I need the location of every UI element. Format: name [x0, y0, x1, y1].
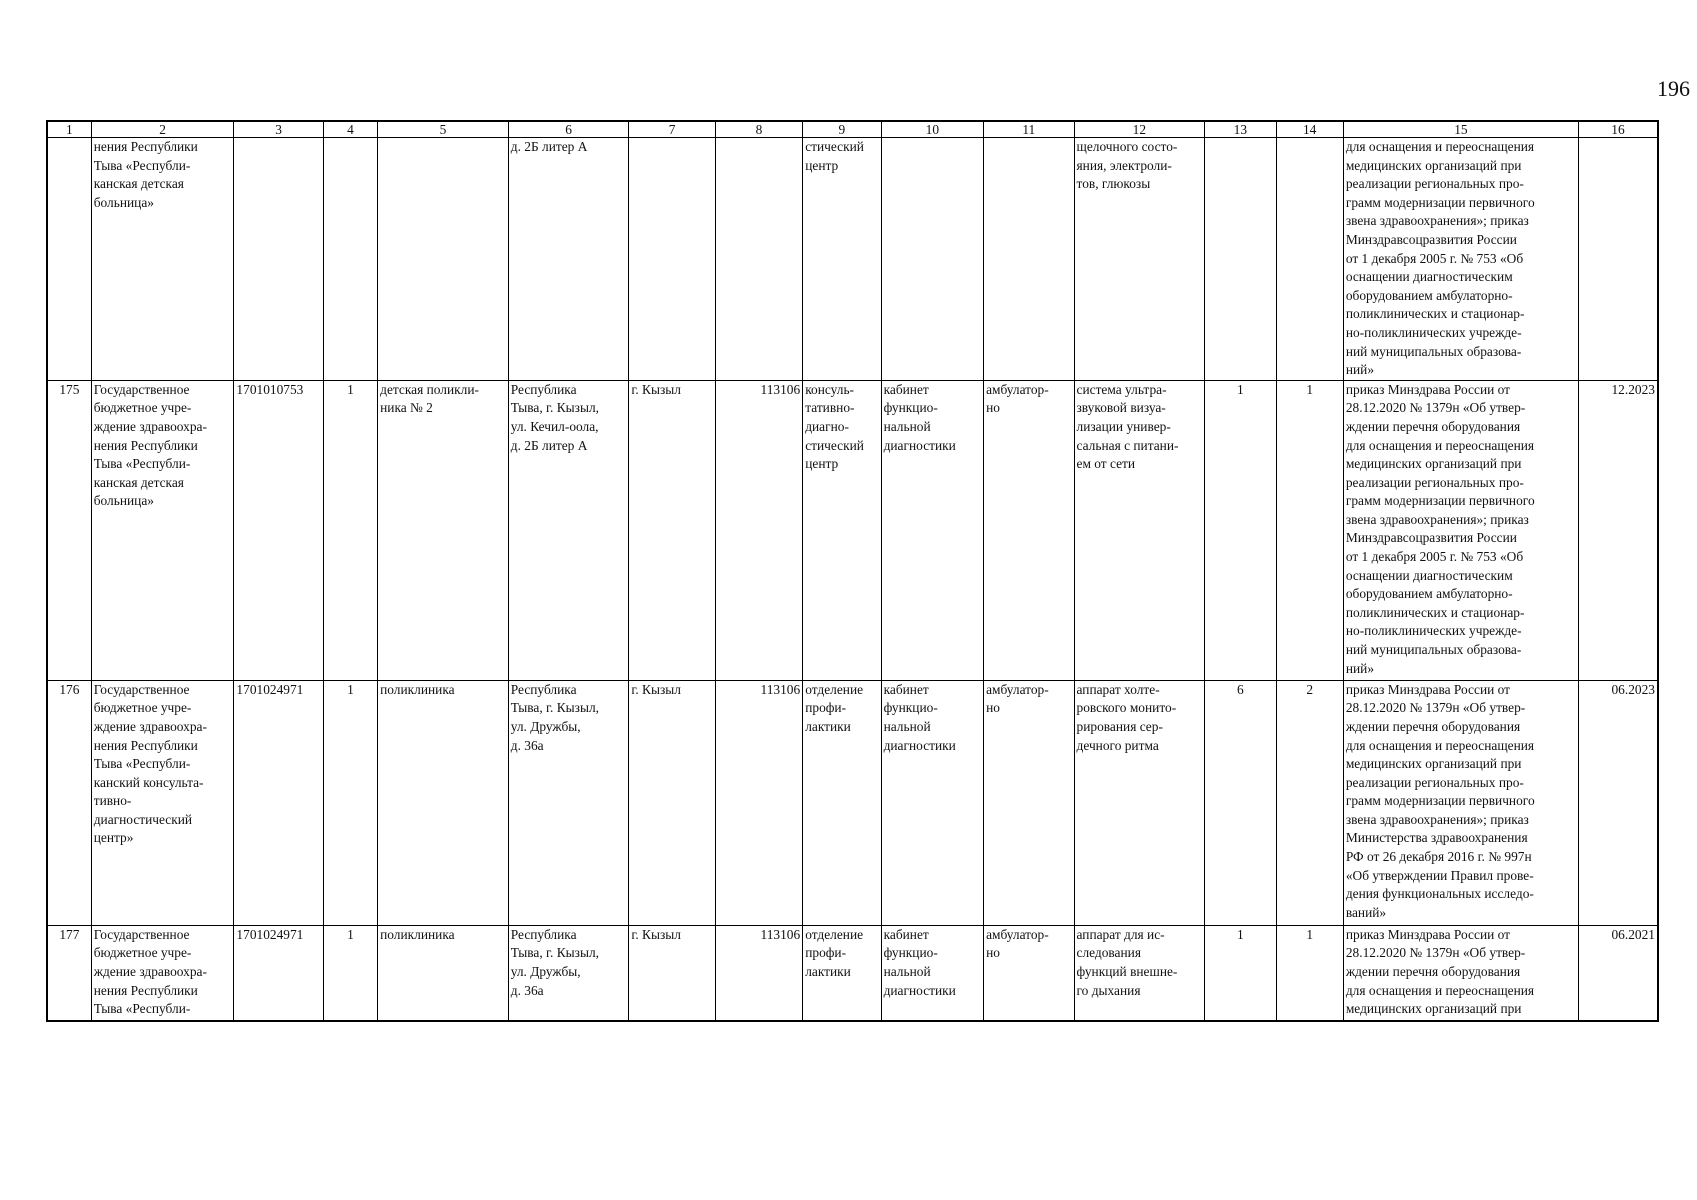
table-cell: отделение профи- лактики [803, 680, 881, 925]
table-cell [378, 138, 509, 381]
table-cell: кабинет функцио- нальной диагностики [881, 925, 984, 1021]
column-number-row [47, 121, 1658, 138]
table-cell: 06.2023 [1578, 680, 1658, 925]
table-cell: г. Кызыл [629, 380, 715, 680]
table-cell: Республика Тыва, г. Кызыл, ул. Дружбы, д. 36а [508, 680, 629, 925]
table-cell: г. Кызыл [629, 925, 715, 1021]
table-cell [629, 138, 715, 381]
table-cell: консуль- тативно- диагно- стический центр [803, 380, 881, 680]
table-cell: Республика Тыва, г. Кызыл, ул. Дружбы, д. 36а [508, 925, 629, 1021]
table-cell: Государственное бюджетное учре- ждение здравоохра- нения Республики Тыва «Республи- [91, 925, 234, 1021]
table-row [47, 925, 1658, 1021]
table-cell: приказ Минздрава России от 28.12.2020 № 1379н «Об утвер- ждении перечня оборудования для оснащения и переоснащения медицинских организаций при реализации региональных про- грамм модернизации первичного звена здравоохранения»; приказ Минздравсоцразвития России от 1 декабря 2005 г. № 753 «Об оснащении диагностическим оборудованием амбулаторно- поликлинических и стационар- но-поликлинических учрежде- ний муниципальных образова- ний» [1343, 380, 1578, 680]
table-cell: 113106 [715, 925, 802, 1021]
table-cell: Республика Тыва, г. Кызыл, ул. Кечил-оола, д. 2Б литер А [508, 380, 629, 680]
table-cell: Государственное бюджетное учре- ждение здравоохра- нения Республики Тыва «Республи- канский консульта- тивно- диагностический центр» [91, 680, 234, 925]
column-header: 2 [91, 121, 234, 138]
table-cell [715, 138, 802, 381]
table-cell: поликлиника [378, 680, 509, 925]
table-cell: 1 [323, 380, 377, 680]
column-header: 3 [234, 121, 323, 138]
table-cell: 1 [1205, 925, 1276, 1021]
table-cell: 177 [47, 925, 91, 1021]
table-cell: 1 [1276, 380, 1343, 680]
equipment-table [46, 120, 1659, 1022]
table-cell [47, 138, 91, 381]
table-cell: приказ Минздрава России от 28.12.2020 № 1379н «Об утвер- ждении перечня оборудования для оснащения и переоснащения медицинских организаций при реализации региональных про- грамм модернизации первичного звена здравоохранения»; приказ Министерства здравоохранения РФ от 26 декабря 2016 г. № 997н «Об утверждении Правил прове- дения функциональных исследо- ваний» [1343, 680, 1578, 925]
table-cell [323, 138, 377, 381]
table-cell: 175 [47, 380, 91, 680]
column-header: 7 [629, 121, 715, 138]
table-cell: 1 [1205, 380, 1276, 680]
table-cell: амбулатор- но [984, 680, 1074, 925]
table-cell: 2 [1276, 680, 1343, 925]
column-header: 11 [984, 121, 1074, 138]
table-cell: 12.2023 [1578, 380, 1658, 680]
table-row [47, 680, 1658, 925]
table-cell: г. Кызыл [629, 680, 715, 925]
table-cell [881, 138, 984, 381]
table-cell: амбулатор- но [984, 925, 1074, 1021]
table-cell: 1701010753 [234, 380, 323, 680]
table-cell: аппарат для ис- следования функций внешне- го дыхания [1074, 925, 1205, 1021]
page-number: 196 [1657, 76, 1690, 101]
table-cell: кабинет функцио- нальной диагностики [881, 680, 984, 925]
column-header: 12 [1074, 121, 1205, 138]
table-cell: Государственное бюджетное учре- ждение здравоохра- нения Республики Тыва «Республи- канская детская больница» [91, 380, 234, 680]
table-cell: детская поликли- ника № 2 [378, 380, 509, 680]
column-header: 13 [1205, 121, 1276, 138]
table-cell: система ультра- звуковой визуа- лизации универ- сальная с питани- ем от сети [1074, 380, 1205, 680]
column-header: 6 [508, 121, 629, 138]
table-cell [234, 138, 323, 381]
table-cell: 06.2021 [1578, 925, 1658, 1021]
table-cell: 113106 [715, 380, 802, 680]
table-cell [1578, 138, 1658, 381]
table-cell: 1 [323, 925, 377, 1021]
table-cell: амбулатор- но [984, 380, 1074, 680]
table-cell: стический центр [803, 138, 881, 381]
table-cell: 1701024971 [234, 925, 323, 1021]
table-cell: 6 [1205, 680, 1276, 925]
column-header: 8 [715, 121, 802, 138]
table-cell [1205, 138, 1276, 381]
column-header: 4 [323, 121, 377, 138]
table-cell [984, 138, 1074, 381]
table-row [47, 138, 1658, 381]
column-header: 16 [1578, 121, 1658, 138]
table-cell: 1 [323, 680, 377, 925]
table-cell: 176 [47, 680, 91, 925]
column-header: 15 [1343, 121, 1578, 138]
column-header: 10 [881, 121, 984, 138]
table-cell: д. 2Б литер А [508, 138, 629, 381]
table-cell: 113106 [715, 680, 802, 925]
column-header: 9 [803, 121, 881, 138]
column-header: 14 [1276, 121, 1343, 138]
column-header: 5 [378, 121, 509, 138]
table-cell: для оснащения и переоснащения медицинских организаций при реализации региональных про- грамм модернизации первичного звена здравоохранения»; приказ Минздравсоцразвития России от 1 декабря 2005 г. № 753 «Об оснащении диагностическим оборудованием амбулаторно- поликлинических и стационар- но-поликлинических учрежде- ний муниципальных образова- ний» [1343, 138, 1578, 381]
table-cell: кабинет функцио- нальной диагностики [881, 380, 984, 680]
column-header: 1 [47, 121, 91, 138]
table-cell: щелочного состо- яния, электроли- тов, глюкозы [1074, 138, 1205, 381]
table-cell: поликлиника [378, 925, 509, 1021]
table-cell: отделение профи- лактики [803, 925, 881, 1021]
table-cell: 1701024971 [234, 680, 323, 925]
table-row [47, 380, 1658, 680]
table-cell: приказ Минздрава России от 28.12.2020 № 1379н «Об утвер- ждении перечня оборудования для оснащения и переоснащения медицинских организаций при [1343, 925, 1578, 1021]
table-cell: 1 [1276, 925, 1343, 1021]
table-cell: аппарат холте- ровского монито- рирования сер- дечного ритма [1074, 680, 1205, 925]
table-cell [1276, 138, 1343, 381]
table-cell: нения Республики Тыва «Республи- канская детская больница» [91, 138, 234, 381]
